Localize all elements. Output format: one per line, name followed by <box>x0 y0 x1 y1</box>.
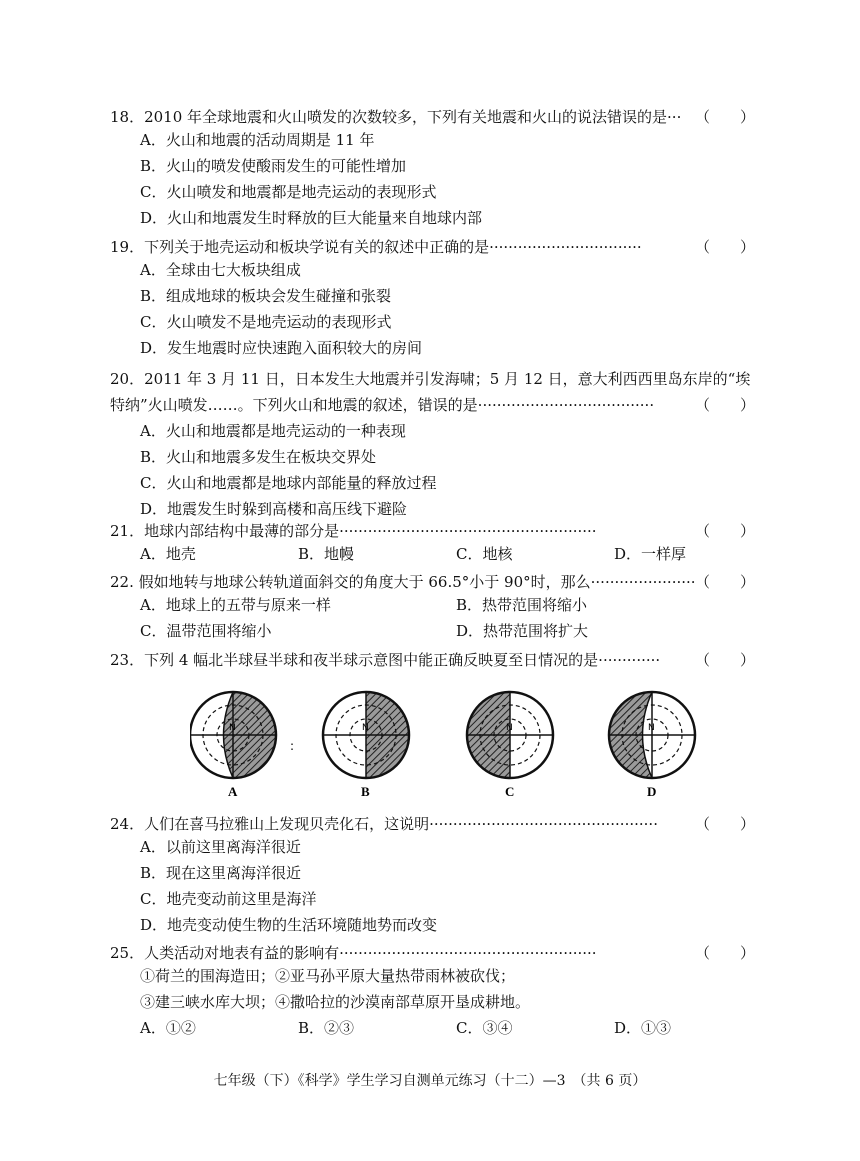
question-stem <box>110 107 755 127</box>
svg-text::: : <box>290 739 295 753</box>
option-d: D．发生地震时应快速跑入面积较大的房间 <box>140 339 423 357</box>
option-a: A．火山和地震都是地壳运动的一种表现 <box>140 422 406 440</box>
diagram-d <box>609 692 695 799</box>
stem-text: 22. 假如地转与地球公转轨道面斜交的角度大于 66.5°小于 90°时，那么······················ <box>110 573 696 591</box>
north-label: N <box>648 723 655 733</box>
stem-line-2: 特纳”火山喷发……。下列火山和地震的叙述，错误的是····································· <box>110 396 655 414</box>
answer-parenthesis: （ ） <box>694 651 755 669</box>
question-22 <box>110 572 755 644</box>
stem-text: 23．下列 4 幅北半球昼半球和夜半球示意图中能正确反映夏至日情况的是············· <box>110 651 661 669</box>
question-24 <box>110 814 755 938</box>
question-stem <box>110 521 755 541</box>
option-c: C．地壳变动前这里是海洋 <box>140 890 317 908</box>
north-label: N <box>506 723 513 733</box>
question-stem <box>110 366 755 418</box>
north-label: N <box>229 723 236 733</box>
diagram-a <box>190 692 276 799</box>
statement-line-1: ①荷兰的围海造田；②亚马孙平原大量热带雨林被砍伐； <box>140 967 516 985</box>
option-b: B．现在这里离海洋很近 <box>140 864 302 882</box>
stem-line-1: 20．2011 年 3 月 11 日，日本发生大地震并引发海啸；5 月 12 日，意大利西西里岛东岸的“埃 <box>110 370 751 388</box>
question-19 <box>110 237 755 361</box>
question-18 <box>110 107 755 231</box>
question-stem <box>110 943 755 963</box>
option-c: C．火山和地震都是地球内部能量的释放过程 <box>140 474 437 492</box>
statement-line-2: ③建三峡水库大坝；④撒哈拉的沙漠南部草原开垦成耕地。 <box>140 993 531 1011</box>
option-b: B．热带范围将缩小 <box>456 596 588 614</box>
option-d: D．火山和地震发生时释放的巨大能量来自地球内部 <box>140 209 483 227</box>
answer-parenthesis: （ ） <box>694 396 755 414</box>
stem-text: 18．2010 年全球地震和火山喷发的次数较多，下列有关地震和火山的说法错误的是··· <box>110 108 682 126</box>
option-a: A．以前这里离海洋很近 <box>140 838 301 856</box>
question-stem <box>110 650 755 670</box>
stem-text: 25．人类活动对地表有益的影响有······················································ <box>110 944 597 962</box>
options-row <box>140 618 755 644</box>
option-d: D．一样厚 <box>614 545 687 563</box>
question-stem <box>110 814 755 834</box>
option-b: B．地幔 <box>298 545 355 563</box>
question-25 <box>110 943 755 1041</box>
options-row <box>140 1015 755 1041</box>
question-23 <box>110 650 755 670</box>
answer-parenthesis: （ ） <box>694 815 755 833</box>
page-footer: 七年级（下）《科学》学生学习自测单元练习（十二）—3 （共 6 页） <box>213 1073 647 1089</box>
question-stem <box>110 572 755 592</box>
option-d: D．热带范围将扩大 <box>456 622 589 640</box>
diagram-label-b: B <box>361 784 370 799</box>
question-21 <box>110 521 755 567</box>
option-b: B．组成地球的板块会发生碰撞和张裂 <box>140 287 392 305</box>
option-b: B．火山和地震多发生在板块交界处 <box>140 448 377 466</box>
diagram-label-c: C <box>505 784 515 799</box>
option-c: C．火山喷发不是地壳运动的表现形式 <box>140 313 392 331</box>
option-d: D．地震发生时躲到高楼和高压线下避险 <box>140 500 408 518</box>
diagram-label-a: A <box>228 784 238 799</box>
option-b: B．②③ <box>298 1019 355 1037</box>
option-a: A．火山和地震的活动周期是 11 年 <box>140 131 375 149</box>
answer-parenthesis: （ ） <box>694 108 755 126</box>
option-c: C．地核 <box>456 545 513 563</box>
hemisphere-diagrams <box>190 688 710 800</box>
question-stem <box>110 237 755 257</box>
option-a: A．①② <box>140 1019 196 1037</box>
answer-parenthesis: （ ） <box>694 522 755 540</box>
option-c: C．火山喷发和地震都是地壳运动的表现形式 <box>140 183 437 201</box>
answer-parenthesis: （ ） <box>694 573 755 591</box>
option-a: A．地球上的五带与原来一样 <box>140 596 331 614</box>
answer-parenthesis: （ ） <box>694 238 755 256</box>
answer-parenthesis: （ ） <box>694 944 755 962</box>
option-a: A．地壳 <box>140 545 196 563</box>
options-row <box>140 592 755 618</box>
diagram-b <box>323 692 409 799</box>
diagram-label-d: D <box>647 784 657 799</box>
option-d: D．地壳变动使生物的生活环境随地势而改变 <box>140 916 438 934</box>
question-20 <box>110 366 755 522</box>
option-c: C．温带范围将缩小 <box>140 622 272 640</box>
option-c: C．③④ <box>456 1019 513 1037</box>
stem-text: 19．下列关于地壳运动和板块学说有关的叙述中正确的是································ <box>110 238 642 256</box>
stem-text: 24．人们在喜马拉雅山上发现贝壳化石，这说明················································ <box>110 815 658 833</box>
north-label: N <box>362 723 369 733</box>
option-a: A．全球由七大板块组成 <box>140 261 301 279</box>
stem-text: 21．地球内部结构中最薄的部分是······················································ <box>110 522 597 540</box>
options-row <box>140 541 755 567</box>
option-b: B．火山的喷发使酸雨发生的可能性增加 <box>140 157 407 175</box>
option-d: D．①③ <box>614 1019 672 1037</box>
diagram-c <box>467 692 553 799</box>
